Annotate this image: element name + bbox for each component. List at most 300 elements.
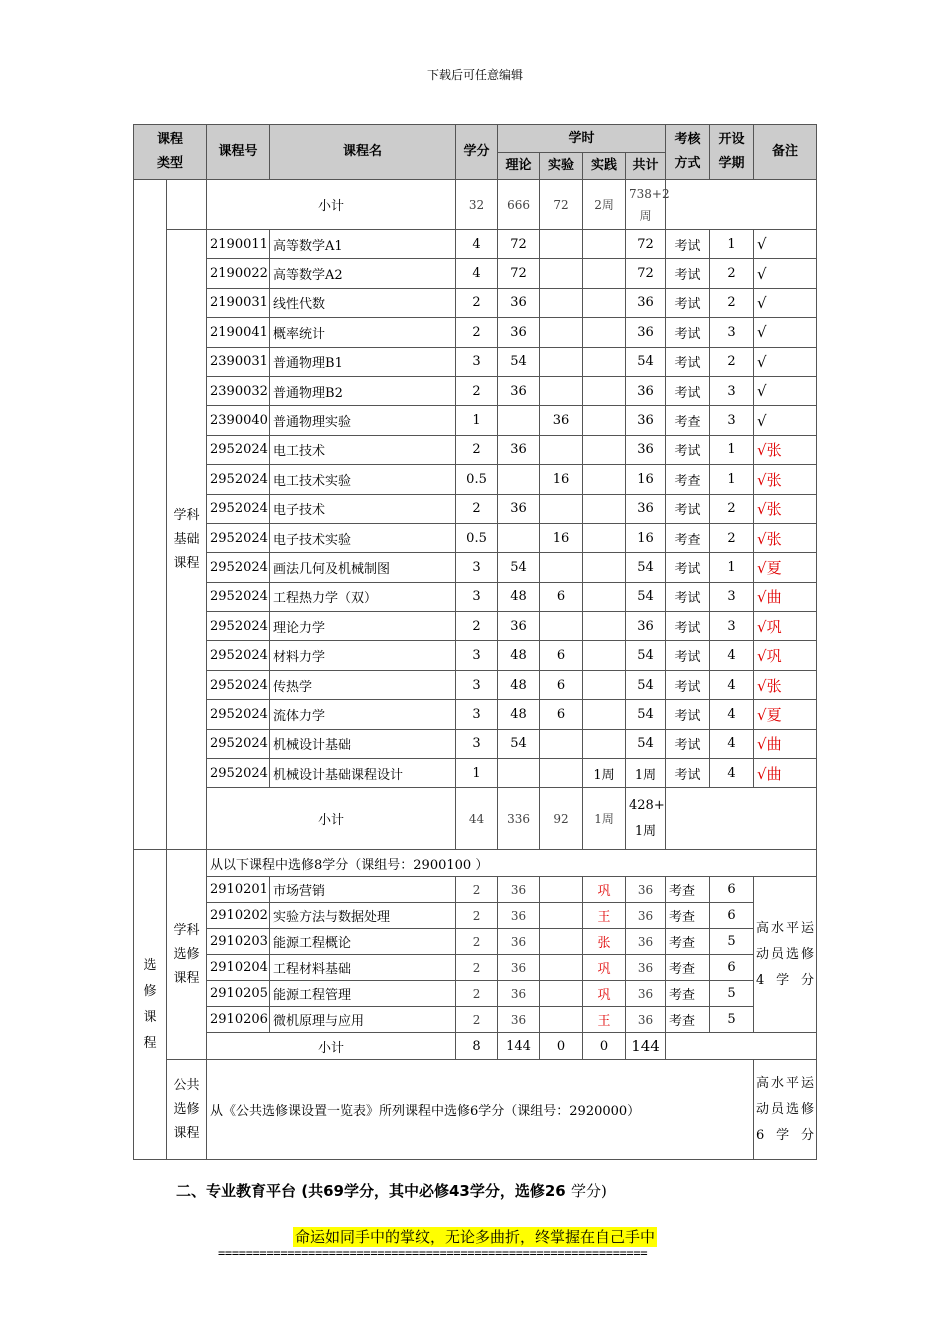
course-practice bbox=[583, 288, 626, 317]
table-row bbox=[134, 230, 817, 259]
table-row bbox=[134, 523, 817, 552]
course-total: 54 bbox=[626, 670, 666, 699]
course-code: 2190022 bbox=[207, 259, 270, 288]
public-elective-label: 公共 选修 课程 bbox=[167, 1060, 207, 1160]
course-name: 高等数学A2 bbox=[270, 259, 456, 288]
course-term: 5 bbox=[710, 1007, 754, 1033]
course-code: 2952024 bbox=[207, 523, 270, 552]
curriculum-table bbox=[133, 124, 817, 1160]
course-code: 2190011 bbox=[207, 230, 270, 259]
subtotal-total: 144 bbox=[626, 1033, 666, 1060]
course-exam: 考查 bbox=[666, 929, 710, 955]
course-total: 16 bbox=[626, 465, 666, 494]
course-remark: √夏 bbox=[754, 553, 817, 582]
blank-cell bbox=[167, 180, 207, 230]
course-theory: 72 bbox=[498, 259, 540, 288]
course-credit: 2 bbox=[456, 288, 498, 317]
course-lab bbox=[540, 612, 583, 641]
table-row bbox=[134, 406, 817, 435]
course-name: 市场营销 bbox=[270, 877, 456, 903]
course-term: 5 bbox=[710, 929, 754, 955]
course-name: 能源工程概论 bbox=[270, 929, 456, 955]
course-total: 36 bbox=[626, 1007, 666, 1033]
course-term: 6 bbox=[710, 877, 754, 903]
course-credit: 2 bbox=[456, 612, 498, 641]
course-exam: 考试 bbox=[666, 376, 710, 405]
table-row bbox=[134, 288, 817, 317]
course-practice bbox=[583, 494, 626, 523]
subtotal-credit: 44 bbox=[456, 788, 498, 850]
course-lab bbox=[540, 230, 583, 259]
elective-subtotal-row bbox=[134, 1033, 817, 1060]
course-code: 2910203 bbox=[207, 929, 270, 955]
course-term: 3 bbox=[710, 318, 754, 347]
course-remark: √张 bbox=[754, 670, 817, 699]
course-lab bbox=[540, 729, 583, 758]
course-exam: 考查 bbox=[666, 903, 710, 929]
subtotal-theory: 144 bbox=[498, 1033, 540, 1060]
course-term: 2 bbox=[710, 288, 754, 317]
header-course-code: 课程号 bbox=[207, 125, 270, 180]
course-term: 4 bbox=[710, 700, 754, 729]
header-course-type: 课程 类型 bbox=[134, 125, 207, 180]
course-code: 2952024 bbox=[207, 759, 270, 788]
header-practice: 实践 bbox=[583, 153, 626, 180]
table-row bbox=[134, 641, 817, 670]
course-theory: 36 bbox=[498, 376, 540, 405]
course-remark: √ bbox=[754, 376, 817, 405]
course-theory: 36 bbox=[498, 288, 540, 317]
course-lab bbox=[540, 553, 583, 582]
course-theory: 54 bbox=[498, 729, 540, 758]
subtotal-total: 738+2 周 bbox=[626, 180, 666, 230]
subtotal-theory: 666 bbox=[498, 180, 540, 230]
course-practice: 王 bbox=[583, 903, 626, 929]
course-code: 2190031 bbox=[207, 288, 270, 317]
course-exam: 考试 bbox=[666, 729, 710, 758]
table-row bbox=[134, 494, 817, 523]
course-theory: 36 bbox=[498, 929, 540, 955]
course-lab bbox=[540, 376, 583, 405]
course-credit: 2 bbox=[456, 903, 498, 929]
course-code: 2952024 bbox=[207, 582, 270, 611]
course-lab bbox=[540, 1007, 583, 1033]
separator-line: ============================================================== bbox=[218, 1246, 648, 1260]
course-credit: 1 bbox=[456, 406, 498, 435]
basic-subtotal-row bbox=[134, 788, 817, 850]
course-exam: 考试 bbox=[666, 494, 710, 523]
course-exam: 考查 bbox=[666, 1007, 710, 1033]
course-theory: 48 bbox=[498, 582, 540, 611]
course-credit: 3 bbox=[456, 347, 498, 376]
course-theory: 36 bbox=[498, 494, 540, 523]
course-practice bbox=[583, 435, 626, 464]
course-name: 普通物理实验 bbox=[270, 406, 456, 435]
course-total: 54 bbox=[626, 553, 666, 582]
course-term: 4 bbox=[710, 641, 754, 670]
course-credit: 2 bbox=[456, 376, 498, 405]
table-row bbox=[134, 435, 817, 464]
course-term: 5 bbox=[710, 981, 754, 1007]
course-theory: 36 bbox=[498, 435, 540, 464]
course-name: 实验方法与数据处理 bbox=[270, 903, 456, 929]
course-theory: 36 bbox=[498, 981, 540, 1007]
course-lab bbox=[540, 347, 583, 376]
course-credit: 2 bbox=[456, 929, 498, 955]
course-credit: 2 bbox=[456, 318, 498, 347]
course-credit: 4 bbox=[456, 259, 498, 288]
course-exam: 考试 bbox=[666, 670, 710, 699]
course-name: 材料力学 bbox=[270, 641, 456, 670]
course-practice bbox=[583, 670, 626, 699]
subtotal-label: 小计 bbox=[207, 788, 456, 850]
course-practice: 巩 bbox=[583, 981, 626, 1007]
course-term: 2 bbox=[710, 347, 754, 376]
course-exam: 考试 bbox=[666, 553, 710, 582]
course-theory: 36 bbox=[498, 1007, 540, 1033]
course-theory: 36 bbox=[498, 903, 540, 929]
section-title: 二、专业教育平台 (共69学分，其中必修43学分，选修26 学分) bbox=[176, 1182, 607, 1200]
header-lab: 实验 bbox=[540, 153, 583, 180]
course-total: 36 bbox=[626, 494, 666, 523]
course-total: 36 bbox=[626, 612, 666, 641]
course-code: 2952024 bbox=[207, 641, 270, 670]
course-theory bbox=[498, 759, 540, 788]
course-remark: √ bbox=[754, 259, 817, 288]
course-total: 54 bbox=[626, 700, 666, 729]
subtotal-credit: 8 bbox=[456, 1033, 498, 1060]
course-code: 2190041 bbox=[207, 318, 270, 347]
table-row bbox=[134, 465, 817, 494]
course-theory: 54 bbox=[498, 553, 540, 582]
course-exam: 考试 bbox=[666, 582, 710, 611]
course-exam: 考试 bbox=[666, 759, 710, 788]
course-theory: 48 bbox=[498, 700, 540, 729]
subtotal-practice: 1周 bbox=[583, 788, 626, 850]
course-exam: 考试 bbox=[666, 230, 710, 259]
course-name: 机械设计基础课程设计 bbox=[270, 759, 456, 788]
course-credit: 3 bbox=[456, 553, 498, 582]
course-term: 4 bbox=[710, 670, 754, 699]
course-credit: 2 bbox=[456, 955, 498, 981]
course-name: 机械设计基础 bbox=[270, 729, 456, 758]
course-exam: 考试 bbox=[666, 435, 710, 464]
course-remark: √夏 bbox=[754, 700, 817, 729]
subtotal-label: 小计 bbox=[207, 180, 456, 230]
course-code: 2952024 bbox=[207, 465, 270, 494]
course-term: 2 bbox=[710, 523, 754, 552]
course-total: 36 bbox=[626, 929, 666, 955]
course-lab: 6 bbox=[540, 700, 583, 729]
course-practice bbox=[583, 406, 626, 435]
course-name: 电工技术 bbox=[270, 435, 456, 464]
subtotal-lab: 0 bbox=[540, 1033, 583, 1060]
course-total: 72 bbox=[626, 230, 666, 259]
course-total: 72 bbox=[626, 259, 666, 288]
course-code: 2910205 bbox=[207, 981, 270, 1007]
course-name: 理论力学 bbox=[270, 612, 456, 641]
course-practice: 1周 bbox=[583, 759, 626, 788]
course-practice bbox=[583, 523, 626, 552]
course-credit: 2 bbox=[456, 494, 498, 523]
course-term: 1 bbox=[710, 435, 754, 464]
course-exam: 考试 bbox=[666, 612, 710, 641]
course-remark: √张 bbox=[754, 435, 817, 464]
course-practice bbox=[583, 465, 626, 494]
course-name: 流体力学 bbox=[270, 700, 456, 729]
course-remark: √巩 bbox=[754, 612, 817, 641]
course-term: 1 bbox=[710, 553, 754, 582]
course-code: 2952024 bbox=[207, 729, 270, 758]
course-practice bbox=[583, 553, 626, 582]
course-exam: 考试 bbox=[666, 347, 710, 376]
elective-intro: 从以下课程中选修8学分（课组号：2900100 ） bbox=[207, 850, 817, 877]
course-theory: 36 bbox=[498, 877, 540, 903]
course-remark: √张 bbox=[754, 465, 817, 494]
course-theory bbox=[498, 523, 540, 552]
course-theory: 54 bbox=[498, 347, 540, 376]
course-practice bbox=[583, 729, 626, 758]
table-row bbox=[134, 259, 817, 288]
table-row bbox=[134, 729, 817, 758]
course-code: 2910204 bbox=[207, 955, 270, 981]
course-total: 36 bbox=[626, 877, 666, 903]
course-credit: 3 bbox=[456, 729, 498, 758]
course-term: 6 bbox=[710, 903, 754, 929]
course-code: 2952024 bbox=[207, 494, 270, 523]
course-credit: 2 bbox=[456, 435, 498, 464]
course-name: 传热学 bbox=[270, 670, 456, 699]
course-remark: √ bbox=[754, 230, 817, 259]
header-credit: 学分 bbox=[456, 125, 498, 180]
course-credit: 3 bbox=[456, 641, 498, 670]
blank-cell bbox=[666, 180, 817, 230]
course-code: 2952024 bbox=[207, 612, 270, 641]
course-code: 2390040 bbox=[207, 406, 270, 435]
course-total: 16 bbox=[626, 523, 666, 552]
course-practice bbox=[583, 612, 626, 641]
course-total: 54 bbox=[626, 582, 666, 611]
course-exam: 考查 bbox=[666, 523, 710, 552]
course-lab bbox=[540, 903, 583, 929]
table-row bbox=[134, 553, 817, 582]
course-practice bbox=[583, 582, 626, 611]
course-name: 画法几何及机械制图 bbox=[270, 553, 456, 582]
course-code: 2390031 bbox=[207, 347, 270, 376]
course-term: 3 bbox=[710, 612, 754, 641]
course-name: 能源工程管理 bbox=[270, 981, 456, 1007]
course-code: 2390032 bbox=[207, 376, 270, 405]
course-term: 2 bbox=[710, 259, 754, 288]
course-lab: 36 bbox=[540, 406, 583, 435]
course-name: 工程热力学（双） bbox=[270, 582, 456, 611]
table-row bbox=[134, 670, 817, 699]
course-credit: 2 bbox=[456, 981, 498, 1007]
course-lab bbox=[540, 494, 583, 523]
course-name: 普通物理B2 bbox=[270, 376, 456, 405]
table-row bbox=[134, 700, 817, 729]
course-exam: 考试 bbox=[666, 641, 710, 670]
course-total: 36 bbox=[626, 376, 666, 405]
course-name: 工程材料基础 bbox=[270, 955, 456, 981]
course-lab bbox=[540, 955, 583, 981]
course-term: 3 bbox=[710, 582, 754, 611]
course-lab: 6 bbox=[540, 582, 583, 611]
course-theory: 36 bbox=[498, 955, 540, 981]
course-exam: 考查 bbox=[666, 465, 710, 494]
course-lab: 6 bbox=[540, 670, 583, 699]
course-total: 36 bbox=[626, 318, 666, 347]
course-credit: 4 bbox=[456, 230, 498, 259]
table-row bbox=[134, 981, 817, 1007]
subtotal-practice: 0 bbox=[583, 1033, 626, 1060]
table-row bbox=[134, 955, 817, 981]
course-code: 2952024 bbox=[207, 435, 270, 464]
course-total: 36 bbox=[626, 981, 666, 1007]
course-exam: 考试 bbox=[666, 288, 710, 317]
course-remark: √曲 bbox=[754, 582, 817, 611]
basic-course-label: 学科 基础 课程 bbox=[167, 230, 207, 850]
subtotal-lab: 92 bbox=[540, 788, 583, 850]
subtotal-credit: 32 bbox=[456, 180, 498, 230]
course-term: 1 bbox=[710, 465, 754, 494]
course-exam: 考查 bbox=[666, 981, 710, 1007]
course-remark: √曲 bbox=[754, 729, 817, 758]
course-practice bbox=[583, 230, 626, 259]
subtotal-practice: 2周 bbox=[583, 180, 626, 230]
course-remark: √ bbox=[754, 288, 817, 317]
course-remark: √曲 bbox=[754, 759, 817, 788]
course-exam: 考试 bbox=[666, 700, 710, 729]
course-credit: 2 bbox=[456, 877, 498, 903]
course-remark: √ bbox=[754, 318, 817, 347]
course-theory bbox=[498, 406, 540, 435]
course-code: 2952024 bbox=[207, 553, 270, 582]
course-name: 电工技术实验 bbox=[270, 465, 456, 494]
course-practice: 巩 bbox=[583, 955, 626, 981]
course-credit: 3 bbox=[456, 700, 498, 729]
course-credit: 2 bbox=[456, 1007, 498, 1033]
course-lab bbox=[540, 435, 583, 464]
course-theory: 48 bbox=[498, 641, 540, 670]
course-practice bbox=[583, 641, 626, 670]
header-hours: 学时 bbox=[498, 125, 666, 153]
course-total: 36 bbox=[626, 406, 666, 435]
blank-type-cell bbox=[134, 180, 167, 850]
public-elective-row bbox=[134, 1060, 817, 1160]
course-credit: 0.5 bbox=[456, 523, 498, 552]
course-total: 36 bbox=[626, 955, 666, 981]
table-row bbox=[134, 903, 817, 929]
course-code: 2952024 bbox=[207, 670, 270, 699]
course-lab bbox=[540, 929, 583, 955]
course-theory: 36 bbox=[498, 612, 540, 641]
course-term: 2 bbox=[710, 494, 754, 523]
header-theory: 理论 bbox=[498, 153, 540, 180]
course-remark: √张 bbox=[754, 523, 817, 552]
course-lab bbox=[540, 288, 583, 317]
course-name: 线性代数 bbox=[270, 288, 456, 317]
course-remark: √ bbox=[754, 347, 817, 376]
table-row bbox=[134, 877, 817, 903]
course-total: 54 bbox=[626, 347, 666, 376]
course-lab: 6 bbox=[540, 641, 583, 670]
course-total: 36 bbox=[626, 435, 666, 464]
motto: 命运如同手中的掌纹，无论多曲折，终掌握在自己手中 bbox=[294, 1228, 655, 1246]
course-theory: 48 bbox=[498, 670, 540, 699]
course-practice bbox=[583, 347, 626, 376]
course-term: 3 bbox=[710, 406, 754, 435]
course-credit: 1 bbox=[456, 759, 498, 788]
course-term: 1 bbox=[710, 230, 754, 259]
course-practice bbox=[583, 700, 626, 729]
course-exam: 考试 bbox=[666, 318, 710, 347]
course-remark: √巩 bbox=[754, 641, 817, 670]
header-course-name: 课程名 bbox=[270, 125, 456, 180]
course-exam: 考查 bbox=[666, 877, 710, 903]
table-row bbox=[134, 1007, 817, 1033]
subtotal-theory: 336 bbox=[498, 788, 540, 850]
course-practice: 王 bbox=[583, 1007, 626, 1033]
course-remark: √张 bbox=[754, 494, 817, 523]
course-lab: 16 bbox=[540, 465, 583, 494]
table-row bbox=[134, 612, 817, 641]
course-lab bbox=[540, 877, 583, 903]
elective-note: 高水平运动员选修4学分 bbox=[754, 877, 817, 1033]
course-name: 微机原理与应用 bbox=[270, 1007, 456, 1033]
course-lab: 16 bbox=[540, 523, 583, 552]
table-row bbox=[134, 582, 817, 611]
course-theory: 36 bbox=[498, 318, 540, 347]
course-theory: 72 bbox=[498, 230, 540, 259]
course-credit: 3 bbox=[456, 670, 498, 699]
course-exam: 考查 bbox=[666, 406, 710, 435]
top-subtotal-row bbox=[134, 180, 817, 230]
course-lab bbox=[540, 759, 583, 788]
course-name: 高等数学A1 bbox=[270, 230, 456, 259]
course-lab bbox=[540, 318, 583, 347]
course-code: 2952024 bbox=[207, 700, 270, 729]
header-remark: 备注 bbox=[754, 125, 817, 180]
course-total: 54 bbox=[626, 641, 666, 670]
header-note: 下载后可任意编辑 bbox=[426, 68, 523, 82]
course-practice bbox=[583, 259, 626, 288]
course-term: 4 bbox=[710, 729, 754, 758]
course-term: 3 bbox=[710, 376, 754, 405]
course-credit: 0.5 bbox=[456, 465, 498, 494]
course-total: 36 bbox=[626, 288, 666, 317]
course-total: 36 bbox=[626, 903, 666, 929]
elective-course-label: 选 修 课 程 bbox=[134, 850, 167, 1160]
course-total: 1周 bbox=[626, 759, 666, 788]
course-exam: 考试 bbox=[666, 259, 710, 288]
course-credit: 3 bbox=[456, 582, 498, 611]
header-total: 共计 bbox=[626, 153, 666, 180]
blank-cell bbox=[666, 788, 817, 850]
course-practice: 张 bbox=[583, 929, 626, 955]
course-term: 6 bbox=[710, 955, 754, 981]
course-practice bbox=[583, 376, 626, 405]
course-code: 2910206 bbox=[207, 1007, 270, 1033]
subtotal-label: 小计 bbox=[207, 1033, 456, 1060]
subject-elective-label: 学科 选修 课程 bbox=[167, 850, 207, 1060]
table-row bbox=[134, 376, 817, 405]
subtotal-total: 428+ 1周 bbox=[626, 788, 666, 850]
course-remark: √ bbox=[754, 406, 817, 435]
table-row bbox=[134, 929, 817, 955]
course-practice bbox=[583, 318, 626, 347]
course-lab bbox=[540, 259, 583, 288]
